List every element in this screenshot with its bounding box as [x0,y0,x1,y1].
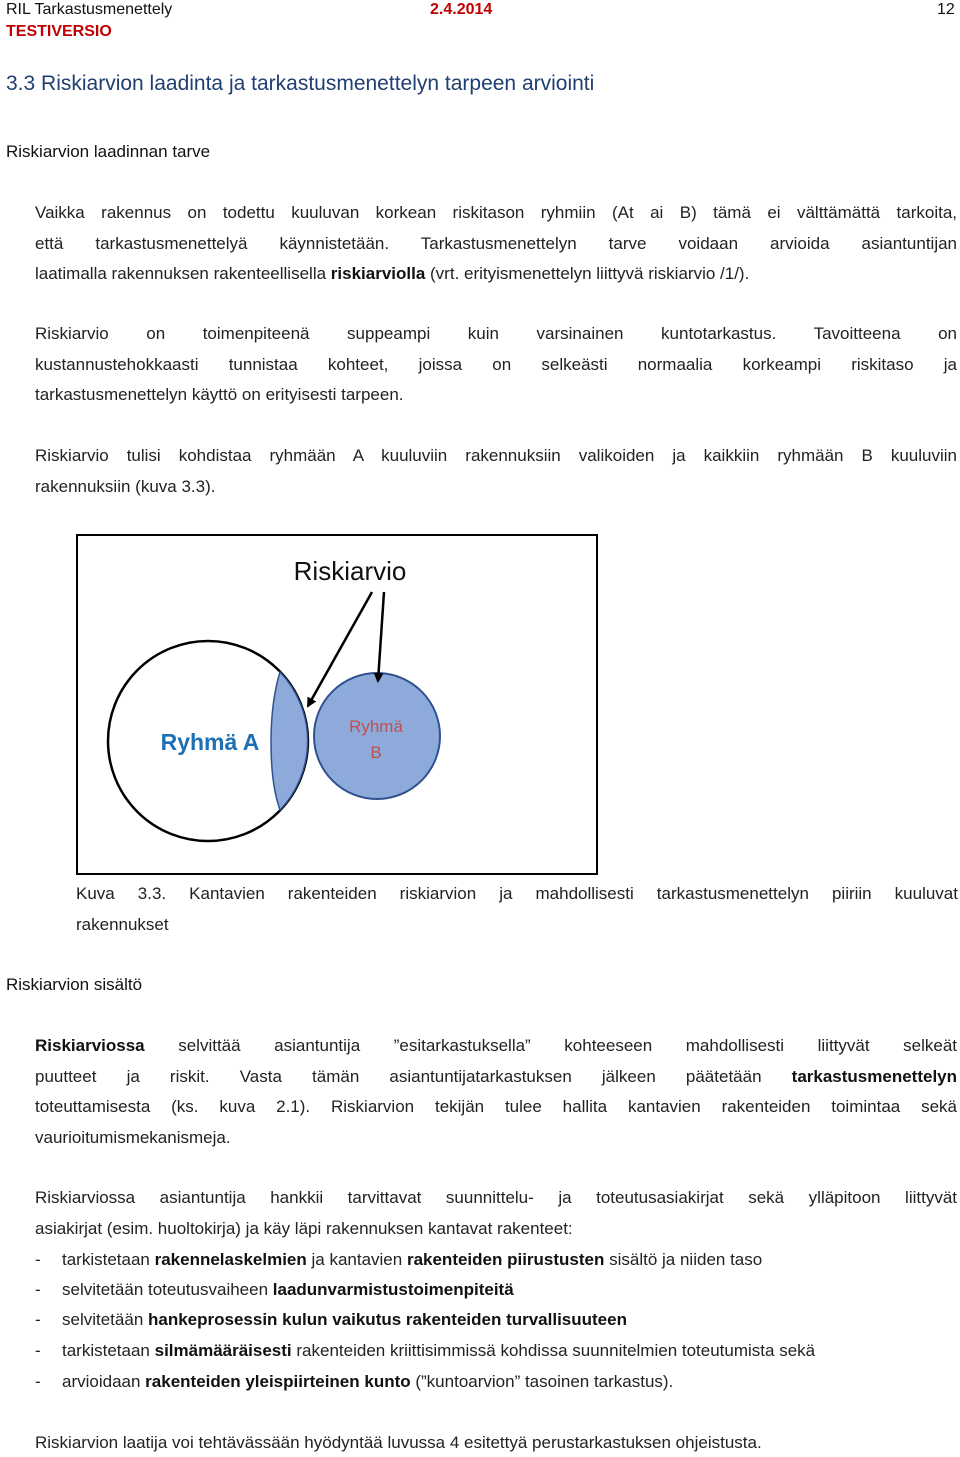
list-item-text [62,1250,762,1270]
text-run: tarkistetaan [62,1250,155,1269]
risk-assessment-figure [76,534,598,875]
list-item-text [62,1372,673,1392]
bold-term: riskiarviolla [330,264,426,283]
paragraph-line: asiakirjat (esim. huoltokirja) ja käy läpi rakennuksen kantavat rakenteet: [35,1218,573,1238]
text-run: tarkistetaan [62,1341,155,1360]
arrow-to-group-b [378,592,384,681]
list-dash: - [35,1372,41,1391]
list-item-text [62,1280,514,1300]
text-run: sisältö ja niiden taso [604,1250,763,1269]
text-run: puutteet ja riskit. Vasta tämän asiantuntijatarkastuksen jälkeen päätetään [35,1066,792,1086]
figure-caption [76,879,958,940]
page-number: 12 [937,1,955,18]
paragraph-line: Riskiarvio on toimenpiteenä suppeampi kuin varsinainen kuntotarkastus. Tavoitteena on [35,324,957,343]
bold-term: rakennelaskelmien [154,1250,307,1269]
list-item-text [62,1341,815,1361]
text-run: (vrt. erityismenettelyn liittyvä riskiarvio /1/). [425,264,750,283]
subsection-heading: Riskiarvion laadinnan tarve [6,142,211,161]
section-title: 3.3 Riskiarvion laadinta ja tarkastusmenettelyn tarpeen arviointi [6,72,595,95]
paragraph-line: toteuttamisesta (ks. kuva 2.1). Riskiarvion tekijän tulee hallita kantavien rakenteiden toimintaa sekä [35,1097,957,1116]
bold-term: laadunvarmistustoimenpiteitä [272,1280,514,1299]
list-item-text [62,1310,627,1330]
text-run: laatimalla rakennuksen rakenteellisella [35,264,331,283]
text-run: arvioidaan [62,1372,146,1391]
paragraph [35,441,957,502]
figure-title: Riskiarvio [293,556,407,586]
list-dash: - [35,1310,41,1329]
text-run: ja kantavien [306,1250,407,1269]
bold-term: hankeprosessin kulun vaikutus rakenteiden turvallisuuteen [148,1310,627,1329]
paragraph-line: Vaikka rakennus on todettu kuuluvan korkean riskitason ryhmiin (At ai B) tämä ei välttämättä tarkoita, [35,203,957,222]
paragraph-line [35,1062,957,1093]
version-label: TESTIVERSIO [6,23,112,40]
paragraph-line: rakennuksiin (kuva 3.3). [35,476,216,496]
bold-term: Riskiarviossa [35,1036,145,1055]
final-paragraph: Riskiarvion laatija voi tehtävässään hyödyntää luvussa 4 esitettyä perustarkastuksen ohjeistusta. [35,1433,762,1452]
paragraph-line: tarkastusmenettelyn käyttö on erityisesti tarpeen. [35,385,404,404]
risk-overlap-region [271,672,308,810]
caption-line: rakennukset [76,914,169,934]
venn-diagram [78,536,596,873]
paragraph-line: kustannustehokkaasti tunnistaa kohteet, joissa on selkeästi normaalia korkeampi riskitaso ja [35,354,957,374]
subsection-heading: Riskiarvion sisältö [6,975,143,994]
paragraph-line: Riskiarviossa asiantuntija hankkii tarvittavat suunnittelu- ja toteutusasiakirjat sekä ylläpitoon liittyvät [35,1188,957,1207]
paragraph [35,198,957,290]
document-date: 2.4.2014 [430,1,493,18]
group-b-label: B [370,743,382,762]
group-b-circle [314,673,440,799]
paragraph [35,1031,957,1153]
text-run: selvittää asiantuntija ”esitarkastuksella” kohteeseen mahdollisesti liittyvät selkeät [144,1036,957,1055]
paragraph-line [35,1031,957,1062]
list-dash: - [35,1341,41,1360]
group-a-label: Ryhmä A [160,729,260,755]
list-dash: - [35,1280,41,1299]
bold-term: silmämääräisesti [154,1341,292,1360]
bold-term: tarkastusmenettelyn [791,1066,957,1086]
group-b-label: Ryhmä [349,717,403,736]
bold-term: rakenteiden piirustusten [406,1250,605,1269]
bold-term: rakenteiden yleispiirteinen kunto [145,1372,411,1391]
document-title: RIL Tarkastusmenettely [6,1,173,18]
text-run: selvitetään toteutusvaiheen [62,1280,273,1299]
paragraph-line [35,259,957,290]
paragraph [35,1183,957,1244]
caption-line: Kuva 3.3. Kantavien rakenteiden riskiarvion ja mahdollisesti tarkastusmenettelyn piiriin kuuluvat [76,884,958,903]
text-run: (”kuntoarvion” tasoinen tarkastus). [410,1372,674,1391]
list-dash: - [35,1250,41,1269]
text-run: rakenteiden kriittisimmissä kohdissa suunnitelmien toteutumista sekä [291,1341,816,1360]
paragraph-line: Riskiarvio tulisi kohdistaa ryhmään A kuuluviin rakennuksiin valikoiden ja kaikkiin ryhmään B kuuluviin [35,446,957,465]
paragraph-line: vaurioitumismekanismeja. [35,1127,231,1147]
text-run: selvitetään [62,1310,148,1329]
paragraph-line: että tarkastusmenettelyä käynnistetään. Tarkastusmenettelyn tarve voidaan arvioida asiantuntijan [35,233,957,253]
paragraph [35,319,957,411]
